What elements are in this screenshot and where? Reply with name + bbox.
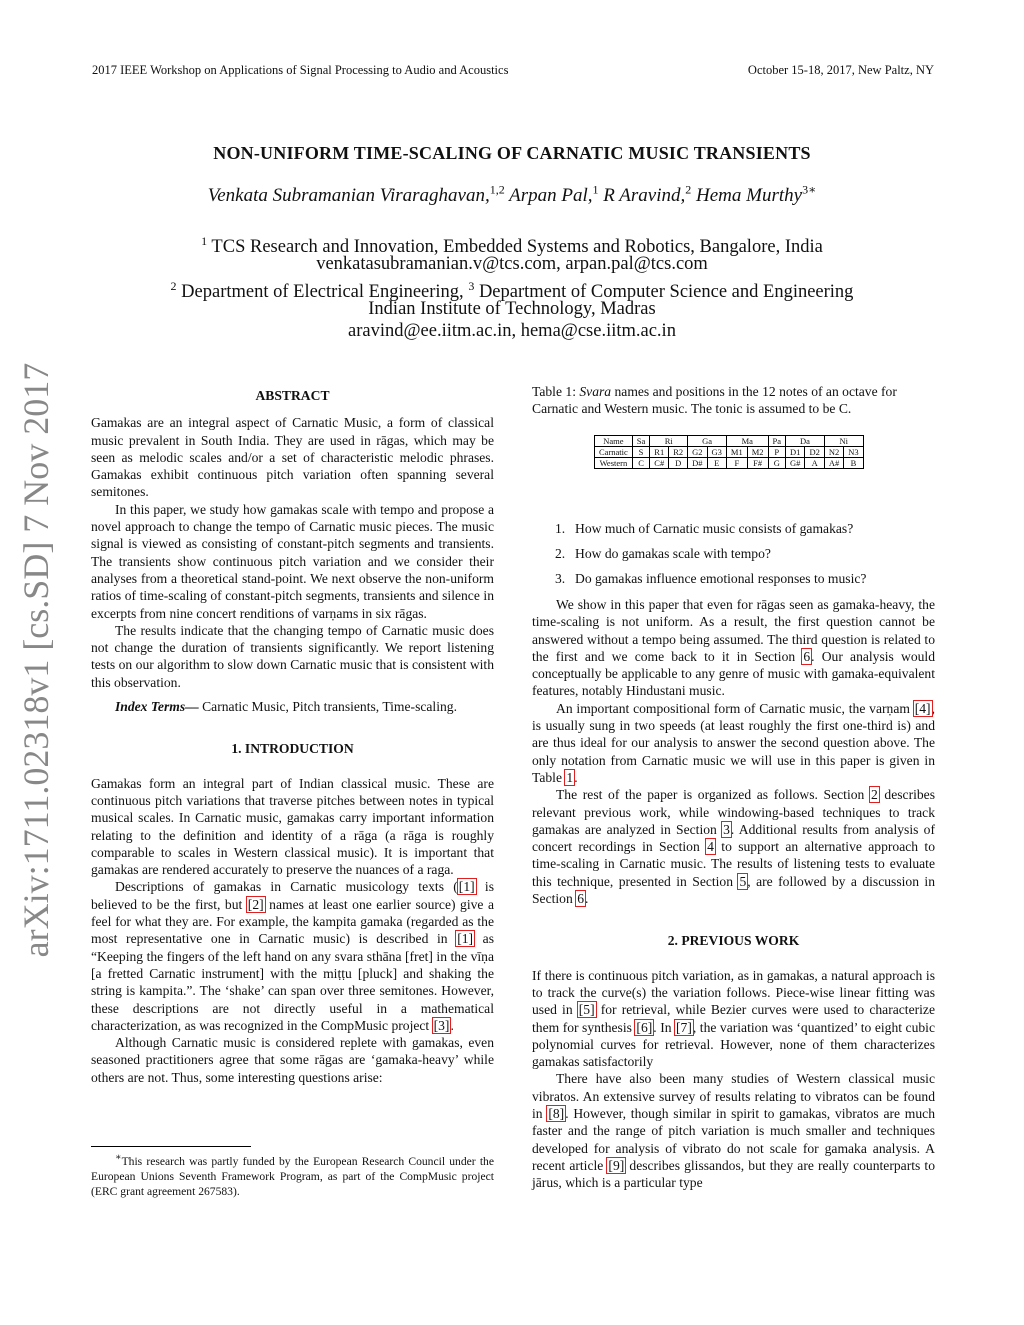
table-row [595, 447, 864, 458]
table-cell: F [726, 458, 747, 469]
table-cell: Da [786, 436, 825, 447]
table-cell: G# [786, 458, 805, 469]
table-cell: N3 [844, 447, 863, 458]
table-cell: G2 [688, 447, 707, 458]
table-cell: D [669, 458, 688, 469]
citation-link[interactable]: [8] [548, 1106, 565, 1122]
table-cell: Carnatic [595, 447, 633, 458]
abstract-p3: The results indicate that the changing tempo of Carnatic music does not change the duration of transients significantly. We report listening tests on our algorithm to slow down Carnatic music that is consistent with this observation. [91, 622, 494, 690]
affiliation-2-3: $^2$ Department of Electrical Engineering, $^3$ Department of Computer Science and Engineering [170, 279, 854, 303]
body-paragraph: If there is continuous pitch variation, as in gamakas, a natural approach is to track the curve(s) the variation follows. Piece-wise linear fitting was used in [5] for retrieval, while Bezier curves were used to characterize them for synthesis [6]. In [7], the variation was ‘quantized’ to eight cubic polynomial curves for retrieval. However, none of them characterizes gamakas satisfactorily [532, 967, 935, 1070]
table-cell: D1 [786, 447, 805, 458]
question-list [555, 521, 935, 596]
citation-link[interactable]: [1] [457, 931, 474, 947]
table-cell: E [707, 458, 726, 469]
body-paragraph: An important compositional form of Carnatic music, the varṇam [4], is usually sung in two speeds (at least roughly the first one-third is) and are thus ideal for our analysis to answer the second question above. The only notation from Carnatic music we will use in this paper is given in Table 1. [532, 700, 935, 785]
citation-link[interactable]: [6] [636, 1019, 653, 1035]
table-link[interactable]: 1 [566, 769, 574, 785]
table-cell: M1 [726, 447, 747, 458]
table-cell: D2 [805, 447, 824, 458]
intro-p1: Gamakas form an integral part of Indian classical music. These are continuous pitch variations that traverse pitches between notes in typical musical scales. In Carnatic music, gamakas carry important information relating to the definition and identity of a rāga (a rāga is roughly comparable to scales in Western classical music). It is important that gamakas are rendered accurately to preserve the nuances of a raga. [91, 775, 494, 878]
footnote: ∗This research was partly funded by the European Research Council under the European Unions Seventh Framework Program, as part of the CompMusic project (ERC grant agreement 267583). [91, 1152, 494, 1198]
arxiv-stamp: arXiv:1711.02318v1 [cs.SD] 7 Nov 2017 [16, 362, 56, 958]
footnote-rule [91, 1146, 251, 1147]
emails-2: aravind@ee.iitm.ac.in, hema@cse.iitm.ac.in [348, 321, 676, 341]
table-header-row [595, 436, 864, 447]
section-link[interactable]: 6 [577, 891, 584, 907]
citation-link[interactable]: [9] [608, 1157, 625, 1173]
section-link[interactable]: 5 [739, 873, 747, 889]
index-terms: Index Terms— Carnatic Music, Pitch transients, Time-scaling. [115, 699, 457, 715]
citation-link[interactable]: [5] [578, 1002, 595, 1018]
section-link[interactable]: 4 [707, 839, 714, 855]
table-cell: Ma [726, 436, 768, 447]
citation-link[interactable]: [1] [458, 879, 475, 895]
table-row [595, 458, 864, 469]
table-cell: Western [595, 458, 633, 469]
body-paragraph: The rest of the paper is organized as follows. Section 2 describes relevant previous work, while windowing-based techniques to track gamakas are analyzed in Section 3. Additional results from analysis of concert recordings in Section 4 to support an alternative approach to time-scaling in Carnatic music. The results of listening tests to evaluate this technique, presented in Section 5, are followed by a discussion in Section 6. [532, 787, 935, 907]
author-3: R Aravind,$^2$ [603, 183, 692, 207]
abstract-heading: ABSTRACT [255, 388, 330, 403]
emails-1: venkatasubramanian.v@tcs.com, arpan.pal@tcs.com [316, 254, 708, 274]
section-link[interactable]: 6 [803, 648, 811, 664]
institute: Indian Institute of Technology, Madras [368, 299, 656, 319]
affiliation-1: $^1$ TCS Research and Innovation, Embedded Systems and Robotics, Bangalore, India [201, 234, 823, 258]
intro-p2: Descriptions of gamakas in Carnatic musicology texts ([1] is believed to be the first, but [2] names at least one earlier source) give a feel for what they are. For example, the kampita gamaka (regarded as the most representative one in Carnatic music) is described in [1] as “Keeping the fingers of the left hand on any svara sthāna [fret] in the vīṇa [a fretted Carnatic instrument] with the miṭṭu [pluck] and shaking the string is kampita.”. The ‘shake’ can span over three semitones. However, these descriptions are not directly useful in a mathematical characterization, as was recognized in the CompMusic project [3]. [91, 879, 495, 1033]
abstract-p2: In this paper, we study how gamakas scale with tempo and propose a novel approach to change the tempo of Carnatic music pieces. The music signal is viewed as consisting of constant-pitch segments and transients. The transients show continuous pitch variation and we consider their analyses from a theoretical stand-point. We next observe the non-uniform ratios of time-scaling of constant-pitch segments, transients and silence in excerpts from nine concert renditions of varṇams in six rāgas. [91, 501, 494, 621]
citation-link[interactable]: [4] [914, 700, 931, 716]
table-cell: R2 [669, 447, 688, 458]
table-cell: Pa [768, 436, 786, 447]
table-cell: Ni [824, 436, 863, 447]
author-2: Arpan Pal,$^1$ [509, 183, 599, 207]
table-cell: B [844, 458, 863, 469]
citation-link[interactable]: [3] [433, 1017, 450, 1033]
intro-heading: 1. INTRODUCTION [231, 741, 354, 757]
author-list [0, 183, 1024, 207]
table-cell: M2 [747, 447, 768, 458]
section-link[interactable]: 2 [870, 787, 878, 803]
table-cell: Name [595, 436, 633, 447]
table-cell: D# [688, 458, 707, 469]
table-cell: C [632, 458, 650, 469]
table-cell: A [805, 458, 824, 469]
header-left: 2017 IEEE Workshop on Applications of Signal Processing to Audio and Acoustics [92, 63, 509, 77]
table-cell: F# [747, 458, 768, 469]
body-paragraph: We show in this paper that even for rāgas seen as gamaka-heavy, the time-scaling is not uniform. As a result, the first question cannot be answered without a tempo being assumed. The third question is related to the first and we come back to it in Section 6. Our analysis would conceptually be applicable to any genre of music with gamaka-equivalent features, notably Hindustani music. [532, 597, 935, 699]
abstract-p1: Gamakas are an integral aspect of Carnatic Music, a form of classical music prevalent in South India. They are used in rāgas, which may be seen as melodic scales and/or a set of characteristic melodic phrases. Gamakas exhibit continuous pitch variation often spanning several semitones. [91, 415, 494, 500]
section-link[interactable]: 3 [723, 821, 730, 837]
right-column [532, 596, 935, 1192]
table-cell: Sa [632, 436, 650, 447]
table-cell: P [768, 447, 786, 458]
table-cell: A# [824, 458, 843, 469]
list-item: 3. Do gamakas influence emotional responses to music? [555, 571, 867, 586]
table-cell: G3 [707, 447, 726, 458]
table-cell: C# [650, 458, 669, 469]
table-cell: G [768, 458, 786, 469]
author-1: Venkata Subramanian Viraraghavan,$^{1,2}$ [207, 183, 505, 207]
citation-link[interactable]: [2] [247, 896, 264, 912]
header-right: October 15-18, 2017, New Paltz, NY [747, 63, 934, 77]
author-4: Hema Murthy$^{3∗}$ [696, 183, 817, 207]
table-cell: Ga [688, 436, 727, 447]
table-cell: S [632, 447, 650, 458]
body-paragraph: There have also been many studies of Western classical music vibratos. An extensive survey of results relating to vibratos can be found in [8]. However, though similar in spirit to gamakas, vibratos are much faster and the range of pitch variation is much smaller and techniques developed for analysis of vibrato do not scale for gamaka analysis. A recent article [9] describes glissandos, but they are really counterparts to jārus, which is a particular type [532, 1071, 935, 1191]
intro-p3: Although Carnatic music is considered replete with gamakas, even seasoned practitioners agree that some rāgas are ‘gamaka-heavy’ while others are not. Thus, some interesting questions arise: [91, 1035, 494, 1085]
table-cell: R1 [650, 447, 669, 458]
list-item: 1. How much of Carnatic music consists of gamakas? [555, 521, 854, 536]
paper-title: NON-UNIFORM TIME-SCALING OF CARNATIC MUSIC TRANSIENTS [213, 143, 811, 163]
table-cell: N2 [824, 447, 843, 458]
list-item: 2. How do gamakas scale with tempo? [555, 546, 771, 561]
table1-caption: Table 1: Svara names and positions in the 12 notes of an octave for Carnatic and Western music. The tonic is assumed to be C. [532, 384, 897, 417]
left-column [91, 387, 494, 1086]
table-cell: Ri [650, 436, 688, 447]
citation-link[interactable]: [7] [676, 1019, 692, 1035]
previous-work-heading: 2. PREVIOUS WORK [667, 933, 800, 949]
svara-table [594, 435, 864, 469]
